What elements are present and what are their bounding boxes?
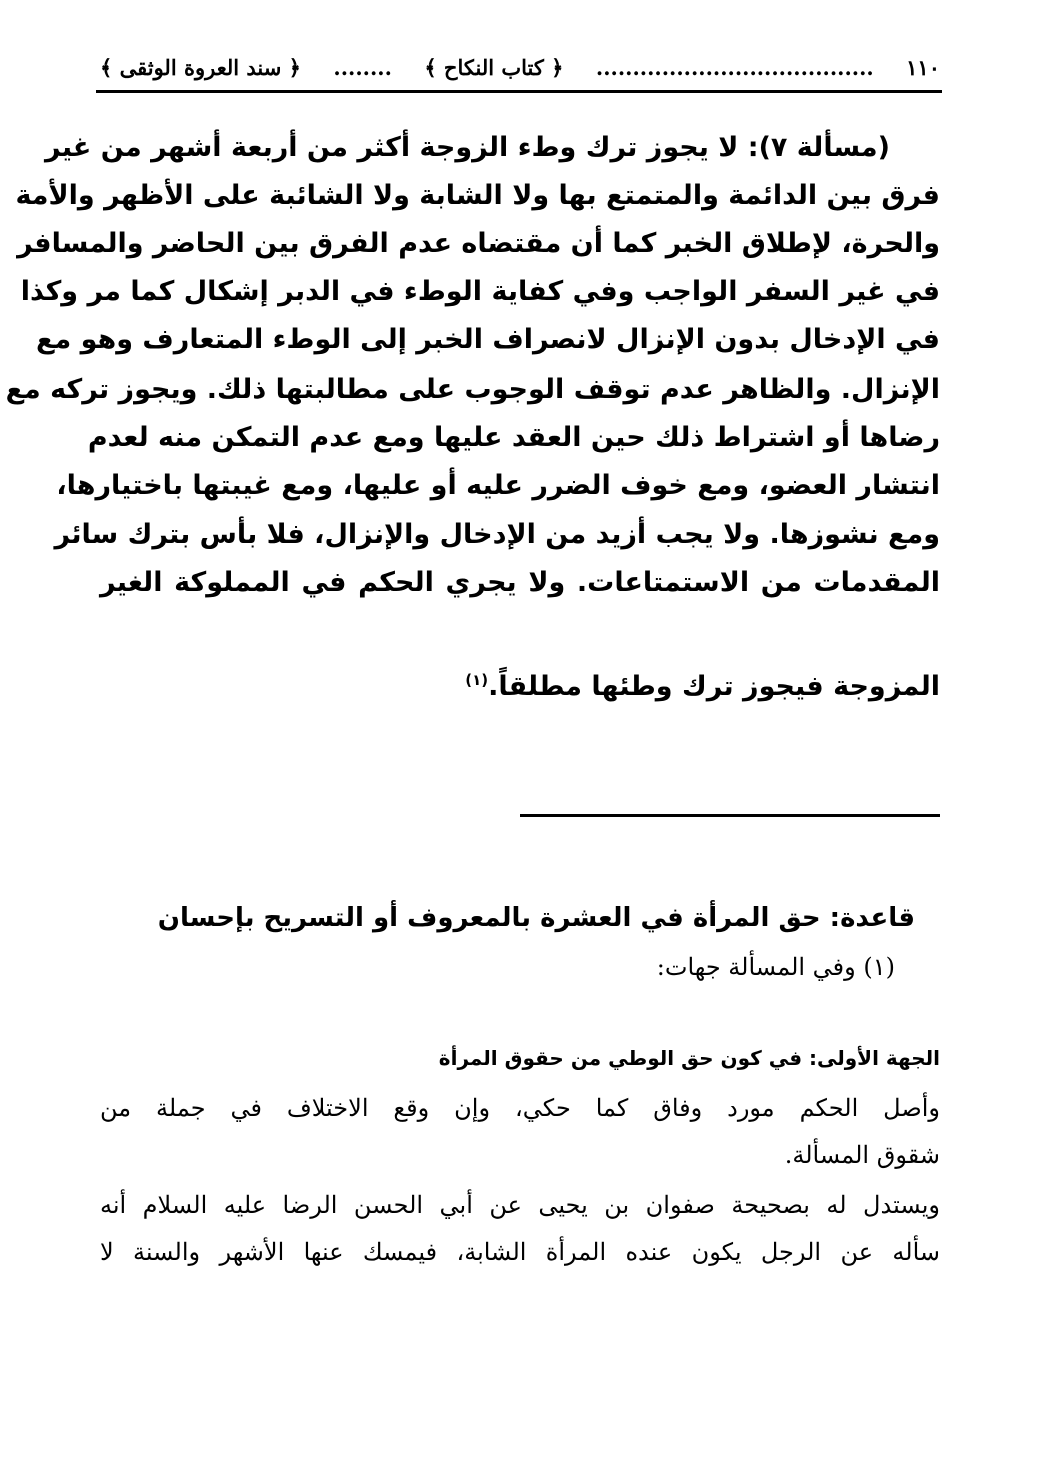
text-line: انتشار العضو، ومع خوف الضرر عليه أو عليها، ومع غيبتها باختيارها، (56, 470, 940, 501)
chapter-title: ﴿ كتاب النكاح ﴾ (424, 54, 564, 80)
text-line: ومع نشوزها. ولا يجب أزيد من الإدخال والإنزال، فلا بأس بترك سائر (54, 519, 940, 550)
footnote-line: وأصل الحكم مورد وفاق كما حكي، وإن وقع الاختلاف في جملة من (100, 1094, 940, 1122)
footnote-intro: (١) وفي المسألة جهات: (656, 953, 895, 981)
text-line: رضاها أو اشتراط ذلك حين العقد عليها ومع عدم التمكن منه لعدم (87, 422, 940, 453)
header-rule (96, 90, 942, 93)
last-line-text: المزوجة فيجوز ترك وطئها مطلقاً. (488, 671, 940, 702)
footnote-line: سأله عن الرجل يكون عنده المرأة الشابة، فيمسك عنها الأشهر والسنة لا (100, 1238, 940, 1266)
text-line: (مسألة ٧): لا يجوز ترك وطء الزوجة أكثر من أربعة أشهر من غير (45, 132, 890, 163)
section-heading: قاعدة: حق المرأة في العشرة بالمعروف أو التسريح بإحسان (157, 903, 915, 933)
footnote-rule (520, 814, 940, 817)
header-dots: ........ (333, 54, 392, 80)
footnote-line: شقوق المسألة. (784, 1141, 940, 1169)
text-line: فرق بين الدائمة والمتمتع بها ولا الشابة ولا الشائبة على الأظهر والأمة (15, 180, 940, 211)
text-line: المقدمات من الاستمتاعات. ولا يجري الحكم في المملوكة الغير (100, 567, 940, 598)
book-title: ﴿ سند العروة الوثقى ﴾ (100, 54, 301, 80)
text-line: في غير السفر الواجب وفي كفاية الوطء في الدبر إشكال كما مر وكذا (20, 276, 940, 307)
text-line: والحرة، لإطلاق الخبر كما أن مقتضاه عدم الفرق بين الحاضر والمسافر (17, 228, 940, 259)
page-number: ١١٠ (906, 54, 940, 80)
text-line: في الإدخال بدون الإنزال لانصراف الخبر إلى الوطء المتعارف وهو مع (36, 324, 940, 355)
running-header (100, 50, 940, 84)
text-line (100, 660, 940, 707)
footnote-marker: (١) (465, 671, 489, 689)
footnote-line: ويستدل له بصحيحة صفوان بن يحيى عن أبي الحسن الرضا عليه السلام أنه (100, 1191, 940, 1219)
footnote-subheading: الجهة الأولى: في كون حق الوطي من حقوق المرأة (438, 1046, 940, 1070)
header-dots: ...................................... (595, 54, 874, 80)
text-line: الإنزال. والظاهر عدم توقف الوجوب على مطالبتها ذلك. ويجوز تركه مع (5, 374, 940, 405)
